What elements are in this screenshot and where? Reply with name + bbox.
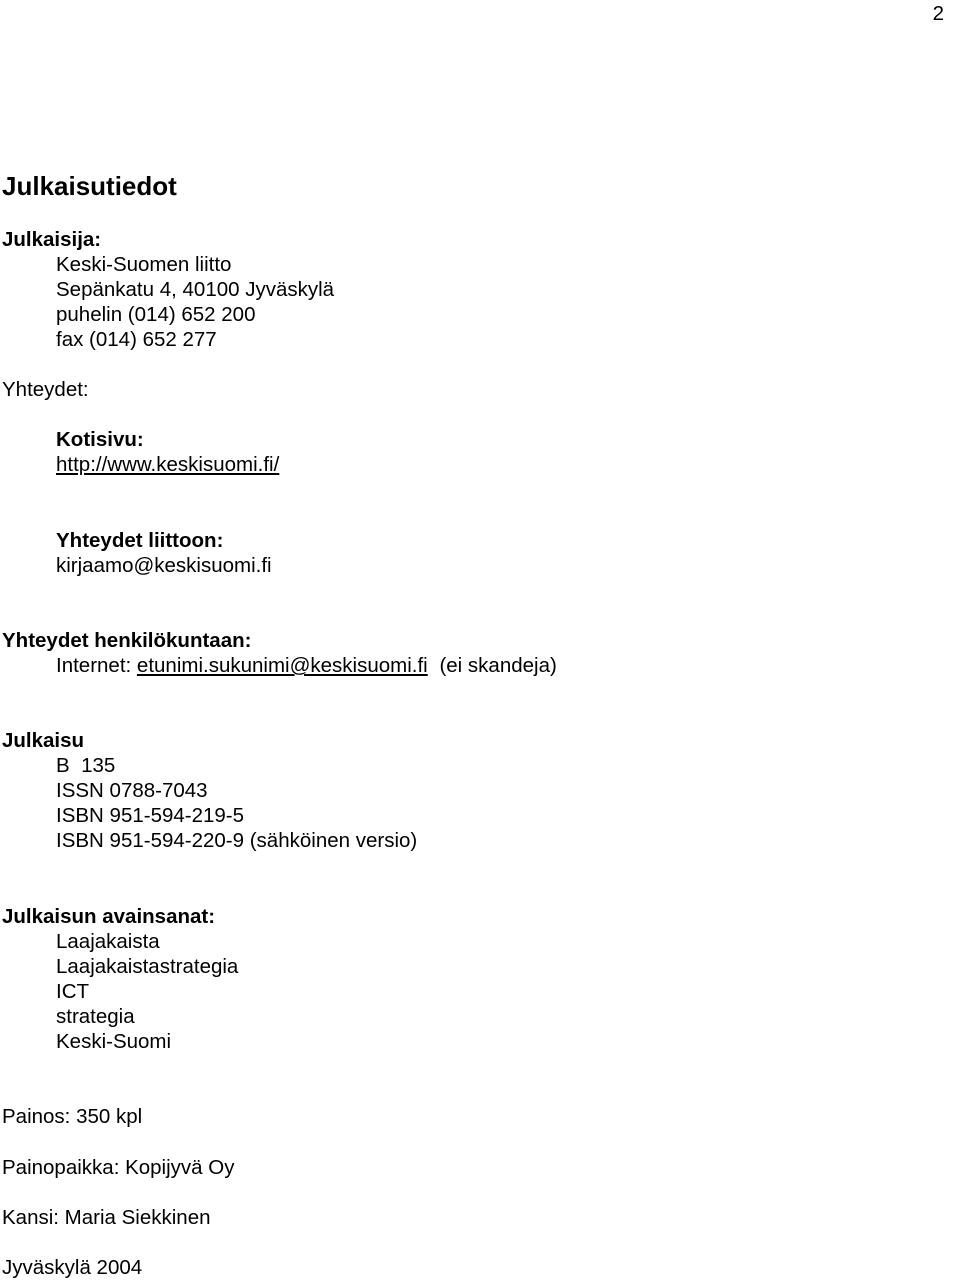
office-contact-label: Yhteydet liittoon: [56, 529, 224, 552]
keyword-item: Laajakaista [56, 930, 160, 953]
keywords-heading: Julkaisun avainsanat: [2, 905, 216, 928]
publisher-address: Sepänkatu 4, 40100 Jyväskylä [56, 278, 335, 301]
staff-contact-heading: Yhteydet henkilökuntaan: [2, 629, 252, 652]
homepage-link[interactable]: http://www.keskisuomi.fi/ [56, 453, 280, 476]
staff-contact-prefix: Internet: [56, 654, 132, 677]
print-run: Painos: 350 kpl [2, 1105, 143, 1128]
publication-isbn-electronic: ISBN 951-594-220-9 (sähköinen versio) [56, 829, 418, 852]
publication-issn: ISSN 0788-7043 [56, 779, 208, 802]
publisher-name: Keski-Suomen liitto [56, 253, 232, 276]
publisher-heading: Julkaisija: [2, 228, 102, 251]
page-title: Julkaisutiedot [2, 171, 177, 201]
staff-email-note: (ei skandeja) [439, 654, 557, 677]
keyword-item: ICT [56, 980, 90, 1003]
contacts-heading: Yhteydet: [2, 378, 89, 401]
homepage-label: Kotisivu: [56, 428, 144, 451]
keyword-item: Laajakaistastrategia [56, 955, 239, 978]
keyword-item: Keski-Suomi [56, 1030, 172, 1053]
publication-heading: Julkaisu [2, 729, 85, 752]
cover-credit: Kansi: Maria Siekkinen [2, 1206, 211, 1229]
staff-contact-line [56, 656, 557, 677]
page-number: 2 [932, 2, 944, 25]
keyword-item: strategia [56, 1005, 135, 1028]
printer: Painopaikka: Kopijyvä Oy [2, 1156, 235, 1179]
publisher-phone: puhelin (014) 652 200 [56, 303, 256, 326]
publication-isbn: ISBN 951-594-219-5 [56, 804, 245, 827]
publisher-fax: fax (014) 652 277 [56, 328, 217, 351]
publication-series: B 135 [56, 754, 116, 777]
office-email: kirjaamo@keskisuomi.fi [56, 554, 272, 577]
place-year: Jyväskylä 2004 [2, 1256, 143, 1279]
staff-email-link[interactable]: etunimi.sukunimi@keskisuomi.fi [136, 654, 428, 677]
